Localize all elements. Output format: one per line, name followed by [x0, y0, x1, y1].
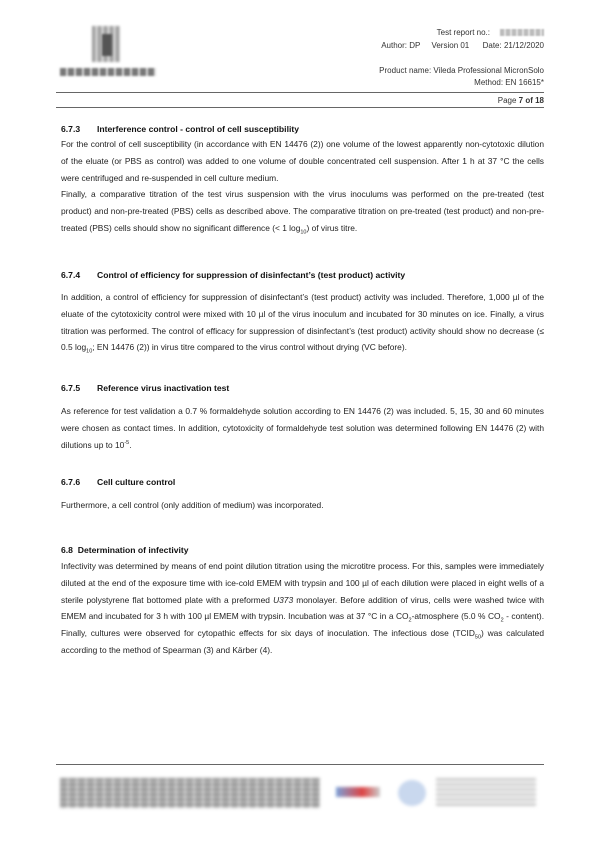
section-body-6-7-5 — [61, 403, 544, 453]
author-version-date-line — [381, 40, 544, 51]
paragraph: Finally, a comparative titration of the test virus suspension with the virus inoculums was performed on the pre-treated (test product) and non-pre-treated (PBS) cells as described above. The comparative titration on pre-treated (test product) and non-pre-treated (PBS) cells should show no significant difference (< 1 $\log_{10}$) of virus titre. — [61, 189, 544, 236]
paragraph: For the control of cell susceptibility (in accordance with EN 14476 (2)) one volume of the lowest apparently non-cytotoxic dilution of the eluate (or PBS as control) was added to one volume of double concentrated cell suspension. After 1 h at 37 °C the cells were centrifuged and re-suspended in cell culture medium. — [61, 139, 544, 183]
section-number: 6.7.4 — [61, 270, 81, 280]
footer-address-redacted — [60, 778, 320, 808]
accreditation-logo — [336, 787, 380, 797]
section-heading-6-7-4 — [61, 270, 405, 280]
footer-contact-redacted — [436, 778, 536, 808]
section-heading-6-7-5 — [61, 383, 229, 393]
section-title: Interference control - control of cell susceptibility — [97, 124, 299, 134]
section-number: 6.8 — [61, 545, 73, 555]
date: Date: 21/12/2020 — [482, 41, 544, 50]
section-title: Reference virus inactivation test — [97, 383, 230, 393]
page-prefix: Page — [497, 96, 517, 105]
page-number: 7 of 18 — [518, 96, 544, 105]
report-number-line — [437, 27, 544, 38]
paragraph: As reference for test validation a 0.7 % formaldehyde solution according to EN 14476 (2) was included. 5, 15, 30 and 60 minutes were chosen as contact times. In addition, cytotoxicity of formaldehyde test solution was determined following EN 14476 (2) with dilutions up to $10^{-5}$. — [61, 406, 544, 450]
report-number-redacted — [500, 29, 544, 36]
logo-mark-inner — [102, 34, 112, 56]
section-number: 6.7.3 — [61, 124, 81, 134]
version: Version 01 — [431, 41, 470, 50]
company-logo — [56, 22, 156, 80]
section-title: Control of efficiency for suppression of disinfectant’s (test product) activity — [97, 270, 406, 280]
paragraph: In addition, a control of efficiency for suppression of disinfectant’s (test product) activity was included. Therefore, 1,000 µl of the eluate of the cytotoxicity control were mixed with 10 µl of the virus inoculum and incubated for 30 minutes on ice. Finally, a virus titration was performed. The control of efficacy for suppression of disinfectant’s (test product) activity should show no decrease (≤ 0.5 $\log_{10}$; EN 14476 (2)) in virus titre compared to the virus control without drying (VC before). — [61, 292, 544, 356]
section-heading-6-8 — [61, 545, 189, 555]
report-number-label: Test report no.: — [436, 28, 490, 37]
author: Author: DP — [381, 41, 421, 50]
product-name: Product name: Vileda Professional MicronSolo — [379, 66, 544, 75]
page-indicator — [498, 95, 544, 106]
section-body-6-8 — [61, 558, 544, 659]
header-rule-top — [56, 92, 544, 93]
section-body-6-7-6 — [61, 497, 544, 514]
section-heading-6-7-3 — [61, 124, 299, 134]
section-body-6-7-3 — [61, 136, 544, 237]
paragraph: Furthermore, a cell control (only addition of medium) was incorporated. — [61, 500, 324, 510]
section-body-6-7-4 — [61, 289, 544, 356]
logo-wordmark — [60, 68, 156, 76]
header-rule-bottom — [56, 107, 544, 108]
paragraph: Infectivity was determined by means of end point dilution titration using the microtitre process. For this, samples were immediately diluted at the end of the exposure time with ice-cold EMEM with trypsin and 100 µl of each dilution were placed in eight wells of a sterile polystyrene flat bottomed plate with a preformed U373 monolayer. Before addition of virus, cells were washed twice with EMEM and incubated for 3 h with 100 µl EMEM with trypsin. Incubation was at 37 °C in a $CO_2$-atmosphere (5.0 % $CO_2$ - content). Finally, cultures were observed for cytopathic effects for six days of inoculation. The infectious dose $(TCID_{50})$ was calculated according to the method of Spearman (3) and Kärber (4). — [61, 561, 545, 655]
section-number: 6.7.6 — [61, 477, 81, 487]
section-number: 6.7.5 — [61, 383, 81, 393]
certification-seal — [398, 780, 426, 806]
section-title: Cell culture control — [97, 477, 176, 487]
section-title: Determination of infectivity — [77, 545, 189, 555]
section-heading-6-7-6 — [61, 477, 175, 487]
footer-rule — [56, 764, 544, 765]
method: Method: EN 16615* — [474, 78, 544, 87]
